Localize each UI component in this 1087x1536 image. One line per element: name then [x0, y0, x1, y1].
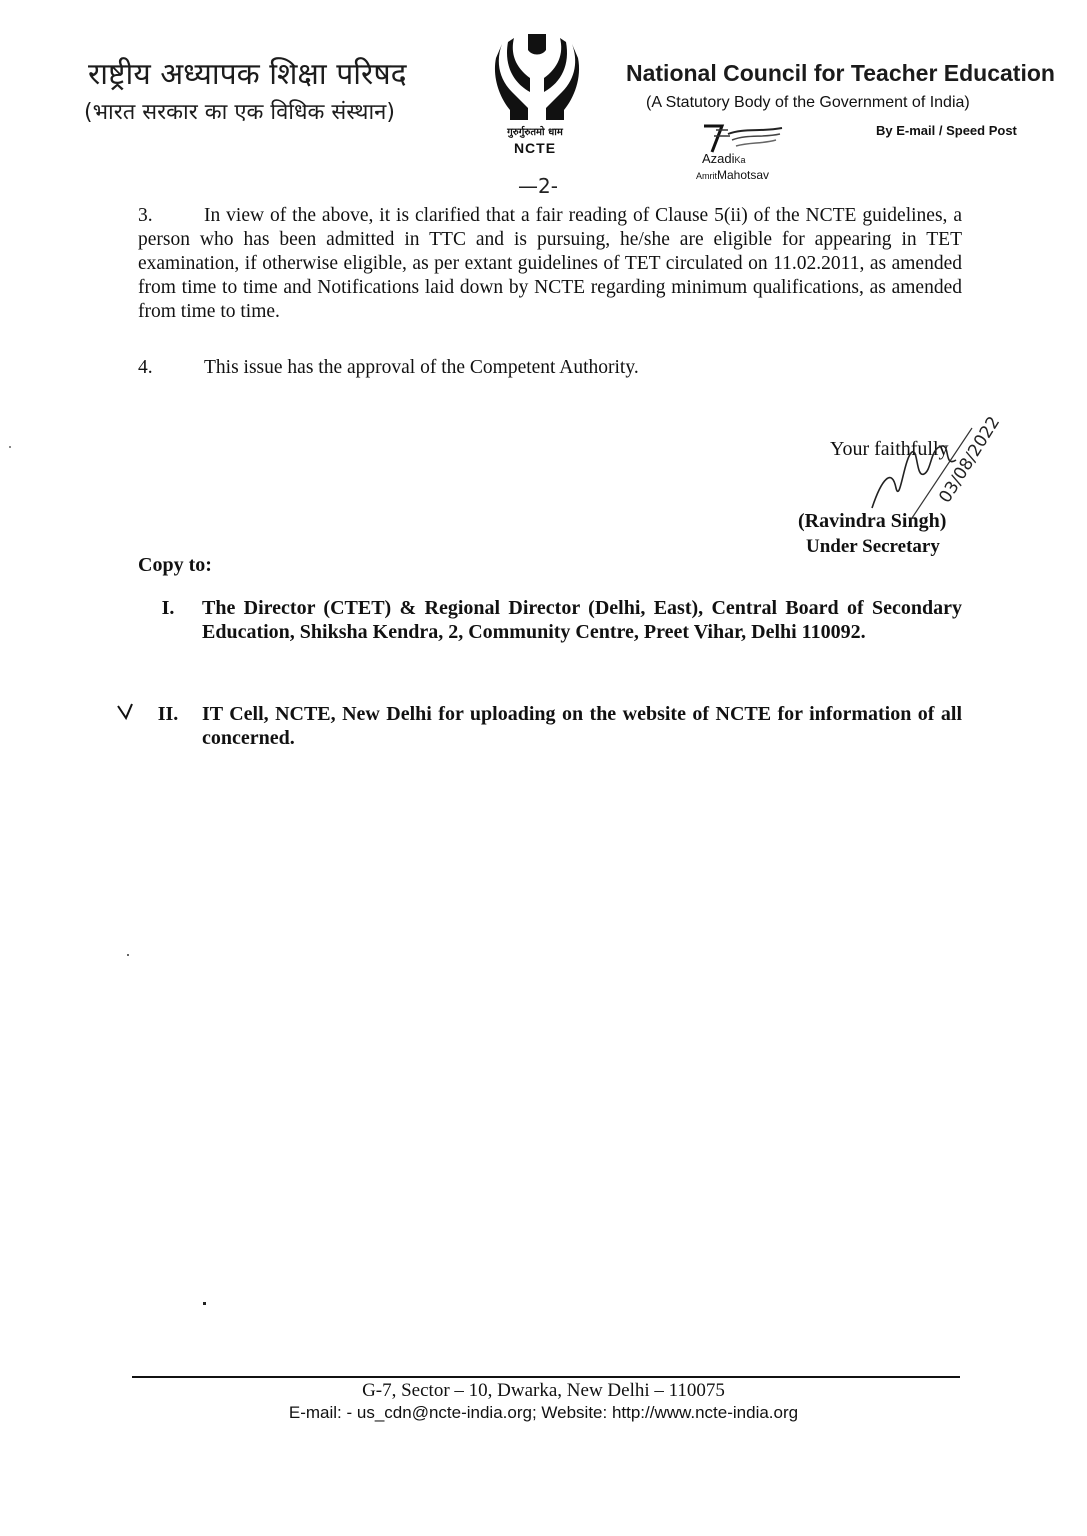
footer-divider	[132, 1376, 960, 1378]
azadi-ka-amrit-mahotsav-logo-icon	[700, 122, 786, 154]
copy-to-item	[138, 596, 962, 644]
hindi-org-subtitle: (भारत सरकार का एक विधिक संस्थान)	[84, 100, 395, 125]
copy-item-text: IT Cell, NCTE, New Delhi for uploading on the website of NCTE for information of all concerned.	[202, 703, 962, 749]
logo-acronym: NCTE	[513, 140, 557, 156]
closing-salutation: Your faithfully	[830, 438, 949, 460]
signatory-name: (Ravindra Singh)	[798, 510, 947, 532]
amrit-mahotsav-logo-text: AmritMahotsav	[696, 168, 770, 182]
paragraph-text: In view of the above, it is clarified that a fair reading of Clause 5(ii) of the NCTE guidelines, a person who has been admitted in TTC and is pursuing, he/she are eligible for appearing in TET examination, if otherwise eligible, as per extant guidelines of TET circulated on 11.02.2011, as amended from time to time and Notifications laid down by NCTE regarding minimum qualifications, as amended from time to time.	[138, 205, 962, 322]
signatory-designation: Under Secretary	[806, 536, 940, 557]
copy-to-heading: Copy to:	[138, 554, 212, 576]
scan-speck	[203, 1302, 206, 1305]
paragraph-number: 3.	[138, 205, 153, 226]
copy-item-text: The Director (CTET) & Regional Director (Delhi, East), Central Board of Secondary Education, Shiksha Kendra, 2, Community Centre, Preet Vihar, Delhi 110092.	[202, 597, 962, 643]
english-org-name: National Council for Teacher Education	[626, 60, 1055, 86]
page-number: —2-	[518, 174, 558, 198]
copy-to-item	[138, 702, 962, 750]
english-org-subtitle: (A Statutory Body of the Government of India)	[646, 94, 970, 111]
paragraph-text: This issue has the approval of the Competent Authority.	[204, 357, 639, 378]
paragraph-4	[138, 356, 962, 380]
footer-address: G-7, Sector – 10, Dwarka, New Delhi – 110075	[362, 1380, 725, 1401]
copy-item-numeral: II.	[157, 703, 179, 725]
logo-motto: गुरुर्गुरुतमो धाम	[507, 127, 563, 138]
paragraph-3	[138, 204, 962, 324]
scan-speck	[9, 446, 11, 448]
scan-speck	[127, 954, 129, 956]
ncte-logo-icon	[492, 34, 582, 122]
handwritten-date: 03/08/2022	[935, 412, 1005, 507]
azadi-logo-text: AzadiKa	[702, 151, 746, 166]
delivery-mode: By E-mail / Speed Post	[876, 123, 1017, 138]
footer-contact: E-mail: - us_cdn@ncte-india.org; Website: http://www.ncte-india.org	[288, 1403, 799, 1422]
paragraph-number: 4.	[138, 357, 153, 378]
hindi-org-name: राष्ट्रीय अध्यापक शिक्षा परिषद	[88, 57, 407, 92]
copy-item-numeral: I.	[161, 597, 175, 619]
